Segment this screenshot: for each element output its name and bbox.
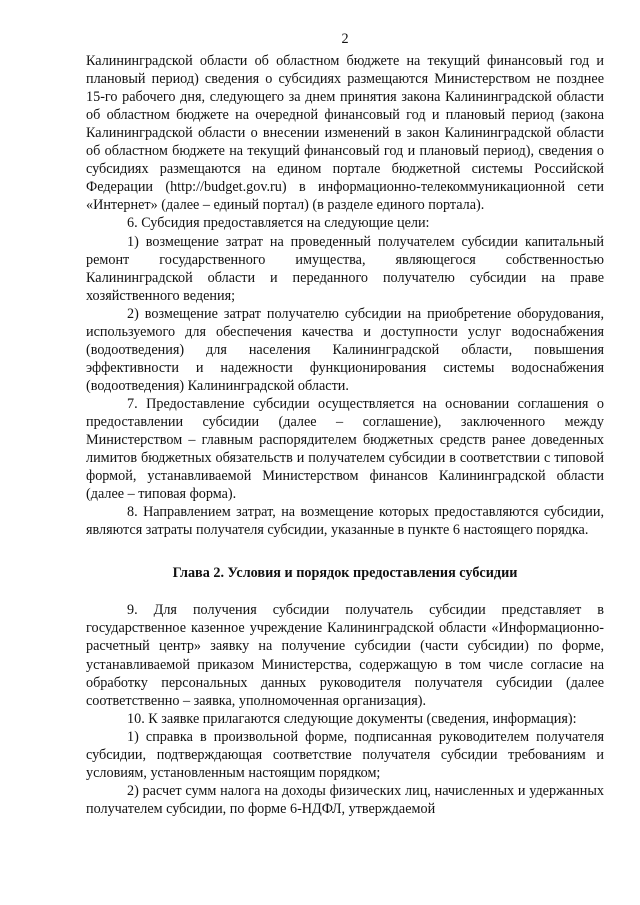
paragraph-10: 10. К заявке прилагаются следующие документы (сведения, информация):	[127, 710, 577, 727]
paragraph-6: 6. Субсидия предоставляется на следующие цели:	[127, 215, 430, 232]
paragraph-continuation: Калининградской области об областном бюджете на текущий финансовый год и плановый период) сведения о субсидиях размещаются Министерством не позднее 15-го рабочего дня, следующего за днем принятия закона Калининградской области об областном бюджете на очередной финансовый год и плановый период (закона Калининградской области о внесении изменений в закон Калининградской области об областном бюджете на текущий финансовый год и плановый период), сведения о субсидиях размещаются на едином портале бюджетной системы Российской Федерации (http://budget.gov.ru) в информационно-телекоммуникационной сети «Интернет» (далее – единый портал) (в разделе единого портала).	[86, 53, 604, 214]
chapter-heading: Глава 2. Условия и порядок предоставления субсидии	[172, 565, 518, 582]
paragraph-6-2: 2) возмещение затрат получателю субсидии на приобретение оборудования, используемого для обеспечения качества и доступности услуг водоснабжения (водоотведения) для населения Калининградской области, повышения эффективности и надежности функционирования системы водоснабжения (водоотведения) Калининградской области.	[86, 305, 604, 394]
paragraph-7: 7. Предоставление субсидии осуществляется на основании соглашения о предоставлении субсидии (далее – соглашение), заключенного между Министерством – главным распорядителем бюджетных средств ранее доведенных лимитов бюджетных обязательств и получателем субсидии в соответствии с типовой формой, устанавливаемой Министерством финансов Калининградской области (далее – типовая форма).	[86, 395, 604, 503]
paragraph-10-2: 2) расчет сумм налога на доходы физических лиц, начисленных и удержанных получателем субсидии, по форме 6-НДФЛ, утверждаемой	[86, 782, 604, 817]
paragraph-10-1: 1) справка в произвольной форме, подписанная руководителем получателя субсидии, подтверждающая соответствие получателя субсидии требованиям и условиям, установленным настоящим порядком;	[86, 728, 604, 781]
paragraph-6-1: 1) возмещение затрат на проведенный получателем субсидии капитальный ремонт государственного имущества, являющегося собственностью Калининградской области и переданного получателю субсидии на праве хозяйственного ведения;	[86, 233, 604, 304]
paragraph-9: 9. Для получения субсидии получатель субсидии представляет в государственное казенное учреждение Калининградской области «Информационно-расчетный центр» заявку на получение субсидии (части субсидии) по форме, устанавливаемой приказом Министерства, содержащую в том числе согласие на обработку персональных данных руководителя получателя субсидии (далее соответственно – заявка, уполномоченная организация).	[86, 602, 604, 709]
paragraph-8: 8. Направлением затрат, на возмещение которых предоставляются субсидии, являются затраты получателя субсидии, указанные в пункте 6 настоящего порядка.	[86, 504, 604, 539]
page-number: 2	[341, 31, 349, 47]
